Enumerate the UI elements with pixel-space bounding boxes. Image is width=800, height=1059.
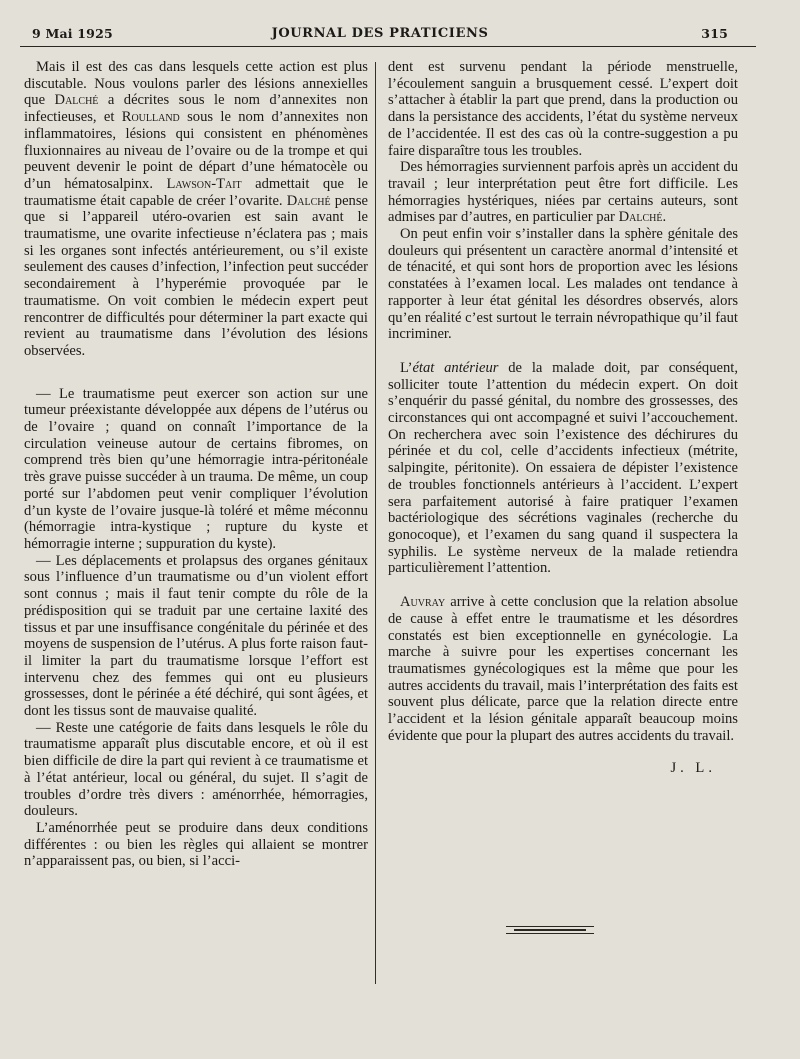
paragraph: Auvray arrive à cette conclusion que la relation absolue de cause à effet entre le traumatisme et les désordres constatés est bien exceptionnelle en gynécologie. La marche à suivre pour les expertises concernant les traumatismes gynécologiques est la même que pour les autres accidents du travail, mais l’interprétation des faits est souvent plus délicate, parce que la relation directe entre l’accident et la lésion génitale apparaît beaucoup moins évidente que pour la plupart des autres accidents du travail. [388,594,738,744]
author-name: Roulland [121,109,180,126]
author-name: Lawson-Tait [166,175,242,192]
paragraph: L’état antérieur de la malade doit, par conséquent, solliciter toute l’attention du médecin expert. On doit s’enquérir du passé génital, du nombre des grossesses, des circonstances qui ont accompagné et suivi l’accouchement. On recherchera avec soin l’existence des déchirures du périnée et du col, celle d’accidents infectieux (métrite, salpingite, péritonite). On essaiera de dépister l’existence de troubles fonctionnels antérieurs à l’accident. L’expert sera parfaitement autorisé à faire pratiquer l’examen bactériologique des sécrétions vaginales (recherche du gonocoque), et l’examen du sang quand il suspectera la syphilis. Le système nerveux de la malade retiendra particulièrement l’attention. [388,359,738,577]
author-name: Dalché [54,92,99,109]
signature: J. L. [670,760,716,777]
header-rule [20,46,756,47]
journal-title: JOURNAL DES PRATICIENS [271,26,489,41]
paragraph: — Les déplacements et prolapsus des organes génitaux sous l’influence d’un traumatisme ou d’un violent effort sont connus ; mais il faut tenir compte du rôle de la prédisposition qui se traduit par une certaine laxité des tissus et par une insuffisance congénitale du périnée et des moyens de suspension de l’utérus. A plus forte raison faut-il limiter la part du traumatisme lorsque l’effort est intervenu chez des femmes qui ont eu plusieurs grossesses, dont le périnée a été déchiré, qui sont âgées, et dont les tissus sont de mauvaise qualité. [24,552,368,720]
end-ornament-rule [506,925,594,935]
paragraph: On peut enfin voir s’installer dans la sphère génitale des douleurs qui présentent un caractère anormal d’intensité et de ténacité, et qui sont hors de proportion avec les lésions constatées à l’examen local. Les malades ont tendance à rapporter à leur état génital les désordres observés, alors qu’en réalité c’est surtout le terrain névropathique qu’il faut incriminer. [388,226,738,343]
running-header [32,26,728,46]
right-column [388,59,738,777]
paragraph: dent est survenu pendant la période menstruelle, l’écoulement sanguin a brusquement cessé. L’expert doit s’attacher à établir la part que prend, dans la production ou dans la persistance des accidents, l’état du système nerveux de l’accidentée. Il est des cas où la contre-suggestion a pu faire disparaître tous les troubles. [388,59,738,159]
column-divider [375,62,376,984]
paragraph: Mais il est des cas dans lesquels cette action est plus discutable. Nous voulons parler des lésions annexielles que Dalché a décrites sous le nom d’annexites non infectieuses, et Roulland sous le nom d’annexites non inflammatoires, lésions qui consistent en phénomènes fluxionnaires au niveau de l’ovaire ou de la trompe et qui peuvent devenir le point de départ d’une hématocèle ou d’un hématosalpinx. Lawson-Tait admettait que le traumatisme était capable de créer l’ovarite. Dalché pense que si l’appareil utéro-ovarien est sain avant le traumatisme, une ovarite infectieuse n’éclatera pas ; mais si les organes sont infectés antérieurement, ou s’il existe seulement des causes d’infection, l’infection peut succéder secondairement à l’hyperémie provoquée par le traumatisme. On voit combien le médecin expert peut rencontrer de difficultés pour déterminer la part exacte qui revient au traumatisme dans l’évolution des lésions observées. [24,59,368,359]
paragraph: L’aménorrhée peut se produire dans deux conditions différentes : ou bien les règles qui allaient se montrer n’apparaissent pas, ou bien, si l’acci- [24,819,368,870]
author-name: Dalché [286,192,331,209]
paragraph: — Le traumatisme peut exercer son action sur une tumeur préexistante développée aux dépens de l’utérus ou de l’ovaire ; quand on connaît l’importance de la circulation veineuse autour de certains fibromes, on comprend très bien qu’une hémorragie intra-péritonéale très grave puisse succéder à un trauma. De même, un coup porté sur l’abdomen peut venir compliquer l’évolution d’un kyste de l’ovaire jusque-là toléré et même méconnu (hémorragie intra-kystique ; rupture du kyste et hémorragie interne ; suppuration du kyste). [24,385,368,552]
paragraph: Des hémorragies surviennent parfois après un accident du travail ; leur interprétation peut être fort difficile. Les hémorragies hystériques, niées par certains auteurs, sont admises par d’autres, en particulier par Dalché. [388,159,738,226]
left-column [24,59,368,870]
paragraph: — Reste une catégorie de faits dans lesquels le rôle du traumatisme apparaît plus discutable encore, et où il est bien difficile de dire la part qui revient à ce traumatisme et à l’état antérieur, local ou général, du sujet. Il s’agit de troubles d’ordre très divers : aménorrhée, hémorragies, douleurs. [24,719,368,820]
page-number: 315 [701,26,728,41]
emphasis: état antérieur [412,359,499,376]
author-name: Dalché [618,209,663,226]
header-date: 9 Mai 1925 [32,26,113,41]
author-name: Auvray [400,594,446,611]
